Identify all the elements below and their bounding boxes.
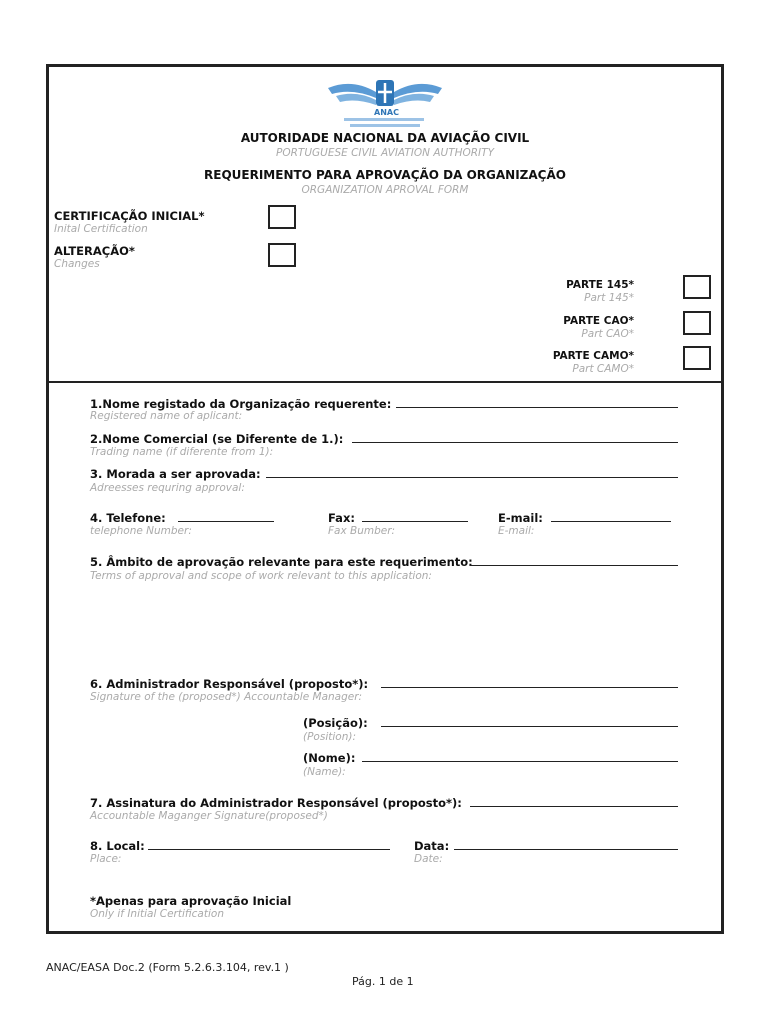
note-sub: Only if Initial Certification: [90, 908, 224, 920]
email-label: E-mail:: [498, 511, 543, 525]
changes-label: ALTERAÇÃO*: [54, 244, 135, 258]
field5-input[interactable]: [470, 555, 678, 566]
part145-checkbox[interactable]: [683, 275, 711, 299]
field1-sub: Registered name of aplicant:: [90, 410, 243, 422]
field3-sub: Adreesses requring approval:: [90, 482, 245, 494]
part145-label: PARTE 145*: [566, 279, 634, 291]
field7-sub: Accountable Maganger Signature(proposed*): [90, 810, 328, 822]
email-input[interactable]: [551, 511, 671, 522]
field3-input[interactable]: [266, 467, 678, 478]
page-number: Pág. 1 de 1: [352, 975, 414, 988]
anac-logo: [322, 72, 448, 130]
field6-input[interactable]: [381, 677, 678, 688]
part145-sub: Part 145*: [584, 292, 634, 304]
phone-input[interactable]: [178, 511, 274, 522]
name-label: (Nome):: [303, 751, 356, 765]
changes-checkbox[interactable]: [268, 243, 296, 267]
field7-input[interactable]: [470, 796, 678, 807]
partcamo-sub: Part CAMO*: [572, 363, 634, 375]
field6-sub: Signature of the (proposed*) Accountable Manager:: [90, 691, 363, 703]
initial-cert-label: CERTIFICAÇÃO INICIAL*: [54, 209, 205, 223]
partcao-label: PARTE CAO*: [563, 315, 634, 327]
logo-text: ANAC: [374, 108, 399, 117]
phone-sub: telephone Number:: [90, 525, 192, 537]
field2-sub: Trading name (if diferente from 1):: [90, 446, 274, 458]
place-label: 8. Local:: [90, 839, 145, 853]
field3-label: 3. Morada a ser aprovada:: [90, 467, 261, 481]
place-input[interactable]: [148, 839, 390, 850]
date-label: Data:: [414, 839, 450, 853]
field2-input[interactable]: [352, 432, 678, 443]
position-sub: (Position):: [303, 731, 356, 743]
field2-label: 2.Nome Comercial (se Diferente de 1.):: [90, 432, 344, 446]
partcamo-checkbox[interactable]: [683, 346, 711, 370]
field6-label: 6. Administrador Responsável (proposto*):: [90, 677, 369, 691]
authority-title-en: PORTUGUESE CIVIL AVIATION AUTHORITY: [276, 147, 494, 159]
wings-emblem-icon: [322, 72, 448, 130]
fax-sub: Fax Bumber:: [328, 525, 396, 537]
field5-sub: Terms of approval and scope of work relevant to this application:: [90, 570, 432, 582]
doc-reference: ANAC/EASA Doc.2 (Form 5.2.6.3.104, rev.1 ): [46, 961, 289, 974]
changes-sub: Changes: [54, 258, 100, 270]
position-label: (Posição):: [303, 716, 368, 730]
logo-caption: [344, 118, 424, 121]
initial-cert-checkbox[interactable]: [268, 205, 296, 229]
authority-title: AUTORIDADE NACIONAL DA AVIAÇÃO CIVIL: [240, 131, 530, 145]
logo-caption-2: [350, 124, 420, 127]
name-sub: (Name):: [303, 766, 346, 778]
email-sub: E-mail:: [498, 525, 535, 537]
place-sub: Place:: [90, 853, 122, 865]
form-title: REQUERIMENTO PARA APROVAÇÃO DA ORGANIZAÇÃO: [204, 168, 566, 182]
initial-cert-sub: Inital Certification: [54, 223, 148, 235]
position-input[interactable]: [381, 716, 678, 727]
field7-label: 7. Assinatura do Administrador Responsável (proposto*):: [90, 796, 462, 810]
partcao-sub: Part CAO*: [581, 328, 634, 340]
date-sub: Date:: [414, 853, 443, 865]
fax-label: Fax:: [328, 511, 355, 525]
date-input[interactable]: [454, 839, 678, 850]
fax-input[interactable]: [362, 511, 468, 522]
field5-label: 5. Âmbito de aprovação relevante para este requerimento:: [90, 555, 473, 569]
phone-label: 4. Telefone:: [90, 511, 166, 525]
partcamo-label: PARTE CAMO*: [552, 350, 634, 362]
field1-label: 1.Nome registado da Organização requerente:: [90, 397, 392, 411]
field1-input[interactable]: [396, 397, 678, 408]
note-label: *Apenas para aprovação Inicial: [90, 894, 292, 908]
partcao-checkbox[interactable]: [683, 311, 711, 335]
form-title-en: ORGANIZATION APROVAL FORM: [301, 184, 469, 196]
name-input[interactable]: [362, 751, 678, 762]
